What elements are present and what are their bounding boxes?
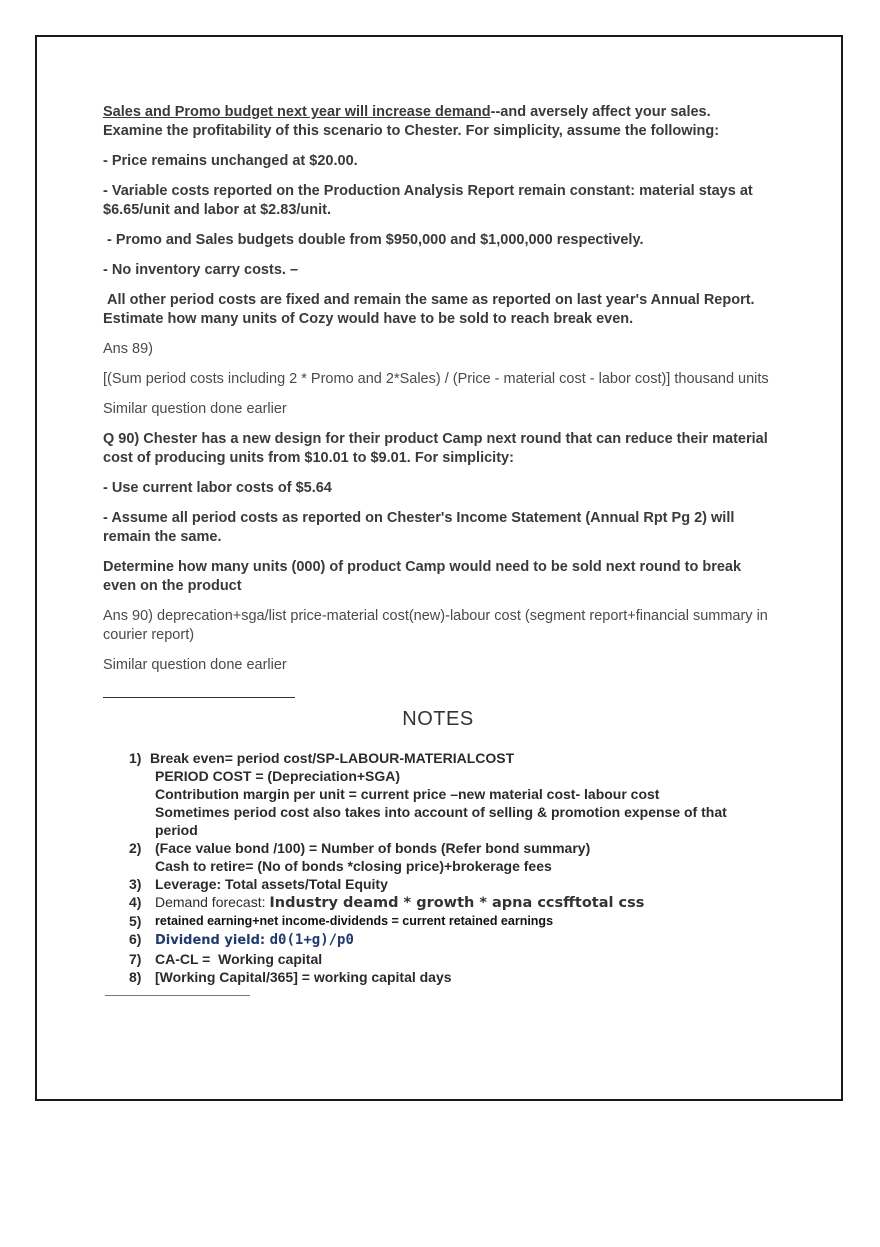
note-line: Leverage: Total assets/Total Equity xyxy=(155,876,388,892)
ans89-formula: [(Sum period costs including 2 * Promo and 2*Sales) / (Price - material cost - labor cost)] thousand units xyxy=(103,371,769,387)
note-line: Cash to retire= (No of bonds *closing price)+brokerage fees xyxy=(155,858,552,874)
ans89-label: Ans 89) xyxy=(103,341,153,357)
note-item xyxy=(103,950,773,968)
note-item xyxy=(103,839,773,875)
note-line: (Face value bond /100) = Number of bonds (Refer bond summary) xyxy=(155,840,591,856)
note-number: 7) xyxy=(129,951,142,967)
note-number: 3) xyxy=(129,876,142,892)
document-body xyxy=(103,103,773,986)
note-line xyxy=(155,893,773,912)
notes-list xyxy=(103,749,773,986)
assumption-period-costs: All other period costs are fixed and remain the same as reported on last year's Annual Report. Estimate how many units of Cozy would have to be sold to reach break even. xyxy=(103,292,759,327)
q90-point-period-costs: - Assume all period costs as reported on Chester's Income Statement (Annual Rpt Pg 2) will remain the same. xyxy=(103,510,735,545)
note-line: PERIOD COST = (Depreciation+SGA) xyxy=(155,768,401,784)
note-line: Sometimes period cost also takes into account of selling & promotion expense of that period xyxy=(155,804,727,838)
separator-rule xyxy=(103,697,295,698)
ans90-note: Similar question done earlier xyxy=(103,657,287,673)
note-line: Contribution margin per unit = current price –new material cost- labour cost xyxy=(155,786,660,802)
demand-forecast-label: Demand forecast: xyxy=(155,894,270,910)
note-number: 5) xyxy=(129,913,142,929)
assumption-variable-costs: - Variable costs reported on the Production Analysis Report remain constant: material stays at $6.65/unit and labor at $2.83/unit. xyxy=(103,183,753,218)
q90-point-labor: - Use current labor costs of $5.64 xyxy=(103,480,332,496)
ans89-note: Similar question done earlier xyxy=(103,401,287,417)
note-line: CA-CL = Working capital xyxy=(155,951,323,967)
ans90-answer: Ans 90) deprecation+sga/list price-material cost(new)-labour cost (segment report+financial summary in courier report) xyxy=(103,608,768,643)
note-item xyxy=(103,893,773,912)
notes-title: NOTES xyxy=(402,708,474,730)
note-item xyxy=(103,968,773,986)
assumption-inventory: - No inventory carry costs. – xyxy=(103,262,299,278)
note-number: 8) xyxy=(129,969,142,985)
note-number: 6) xyxy=(129,931,142,947)
dividend-yield-label: Dividend yield: xyxy=(155,933,270,948)
intro-rest: --and aversely affect your sales. Examine the profitability of this scenario to Chester. For simplicity, assume the following: xyxy=(103,104,720,139)
note-line: [Working Capital/365] = working capital days xyxy=(155,969,452,985)
note-item xyxy=(103,875,773,893)
note-number: 1) xyxy=(129,750,142,766)
note-line: Break even= period cost/SP-LABOUR-MATERIALCOST xyxy=(150,750,515,766)
note-line xyxy=(155,930,773,950)
q90-question: Q 90) Chester has a new design for their product Camp next round that can reduce their material cost of producing units from $10.01 to $9.01. For simplicity: xyxy=(103,431,768,466)
note-item xyxy=(103,912,773,930)
assumption-price: - Price remains unchanged at $20.00. xyxy=(103,153,358,169)
intro-underlined: Sales and Promo budget next year will increase demand xyxy=(103,104,491,120)
note-item xyxy=(103,749,773,839)
note-number: 2) xyxy=(129,840,142,856)
assumption-budgets: - Promo and Sales budgets double from $950,000 and $1,000,000 respectively. xyxy=(103,232,644,248)
q90-point-determine: Determine how many units (000) of product Camp would need to be sold next round to break even on the product xyxy=(103,559,742,594)
intro-paragraph xyxy=(103,103,773,141)
note-item xyxy=(103,930,773,950)
note-number: 4) xyxy=(129,894,142,910)
demand-forecast-formula: Industry deamd * growth * apna ccsfftotal css xyxy=(269,895,645,911)
dividend-yield-formula: d0(1+g)/p0 xyxy=(269,932,354,948)
underline-mark xyxy=(105,995,250,996)
note-line: retained earning+net income-dividends = current retained earnings xyxy=(155,914,554,928)
